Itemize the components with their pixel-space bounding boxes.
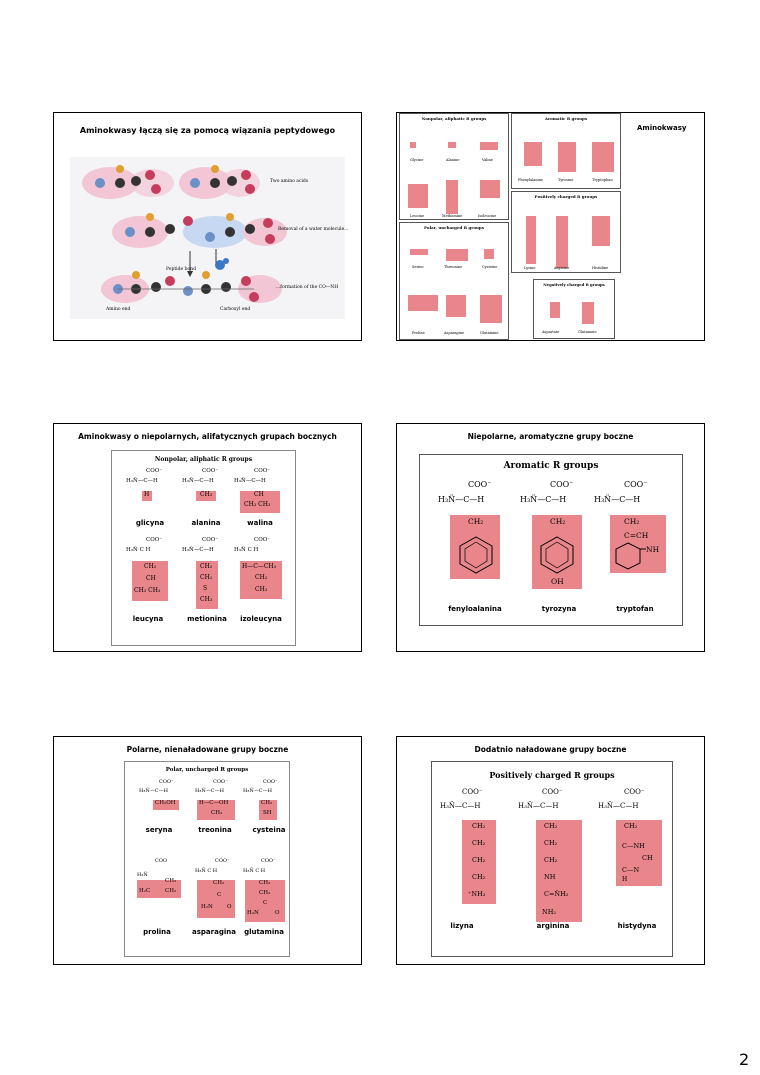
slide-nonpolar-aliphatic [53,423,362,652]
arginine-side-chain [536,820,582,922]
slide-title: Niepolarne, aromatyczne grupy boczne [467,432,634,441]
slide-positively-charged [396,736,705,965]
slide-title: Aminokwasy łączą się za pomocą wiązania peptydowego [79,126,336,135]
slide-polar-uncharged [53,736,362,965]
panel-positive: Positively charged R groups COO⁻ H₃N̈—C—H CH₂ CH₂ CH₂ CH₂ ⁺NH₃ lizyna COO⁻ H₃N̈—C—H CH₂ CH₂ CH₂ NH C=N̈H₂ NH₂ arginina COO⁻ H₃N̈—C—H CH₂ C—NH CH C—N H histydyna [431,761,673,957]
indole-ring-icon [614,541,654,571]
slide-title: Aminokwasy o niepolarnych, alifatycznych grupach bocznych [78,432,337,441]
benzene-ring-icon [456,535,496,575]
panel-aromatic-small: Aromatic R groups Phenylalanine Tyrosine Tryptophan [511,113,621,189]
slide-amino-acids-overview [396,112,705,341]
panel-polar: Polar, uncharged R groups COO⁻ H₃N̈—C—H CH₂OH seryna COO⁻ H₃N̈—C—H H—C—OH CH₃ treonina COO⁻ H₃N̈—C—H CH₂ SH cysteina COO H₃N̈ H₂C CH₂ CH₂ prolina COO⁻ H₃N̈ C H CH₂ C H₂N O asparagina COO⁻ H₃N̈ C H CH₂ CH₂ C H₂N O glutamina [124,761,290,957]
panel-negative-small: Negatively charged R groups Aspartate Glutamate [533,279,615,339]
page-number: 2 [739,1050,750,1069]
label-peptide-bond: Peptide bond [166,267,196,272]
panel-positive-small: Positively charged R groups Lysine Arginine Histidine [511,191,621,273]
panel-nonpolar: Nonpolar, aliphatic R groups COO⁻ H₃N̈—C—H H glicyna COO⁻ H₃N̈—C—H CH₃ alanina COO⁻ H₃N̈—C—H CH CH₃ CH₃ walina COO⁻ H₃N̈ C H CH₂ CH CH₃ CH₃ leucyna COO⁻ H₃N̈—C—H CH₂ CH₂ S CH₃ metionina COO⁻ H₃N̈ C H H—C—CH₃ CH₂ CH₃ izoleucyna [111,450,296,646]
label-formation: ...formation of the CO—NH [276,285,339,290]
label-carboxyl-end: Carboxyl end [220,307,251,312]
slide-title: Dodatnio naładowane grupy boczne [474,745,627,754]
slide-peptide-bond [53,112,362,341]
panel-polar-small: Polar, uncharged R groups Serine Threonine Cysteine Proline Asparagine Glutamine [399,222,509,340]
label-amino-end: Amino end [106,307,131,312]
slide-title: Polarne, nienaładowane grupy boczne [126,745,289,754]
label-two-amino-acids: Two amino acids [270,179,309,184]
slide-title: Aminokwasy [637,124,687,132]
phenol-ring-icon [537,535,577,575]
peptide-figure [70,157,349,319]
label-removal: Removal of a water molecule... [278,227,349,232]
panel-aromatic: Aromatic R groups COO⁻ H₃N̈—C—H CH₂ fenyloalanina COO⁻ H₃N̈—C—H CH₂ OH tyrozyna COO⁻ H₃N̈—C—H CH₂ C=CH NH tryptofan [419,454,683,626]
slide-aromatic [396,423,705,652]
panel-nonpolar-small: Nonpolar, aliphatic R groups Glycine Alanine Valine Leucine Methionine Isoleucine [399,113,509,220]
